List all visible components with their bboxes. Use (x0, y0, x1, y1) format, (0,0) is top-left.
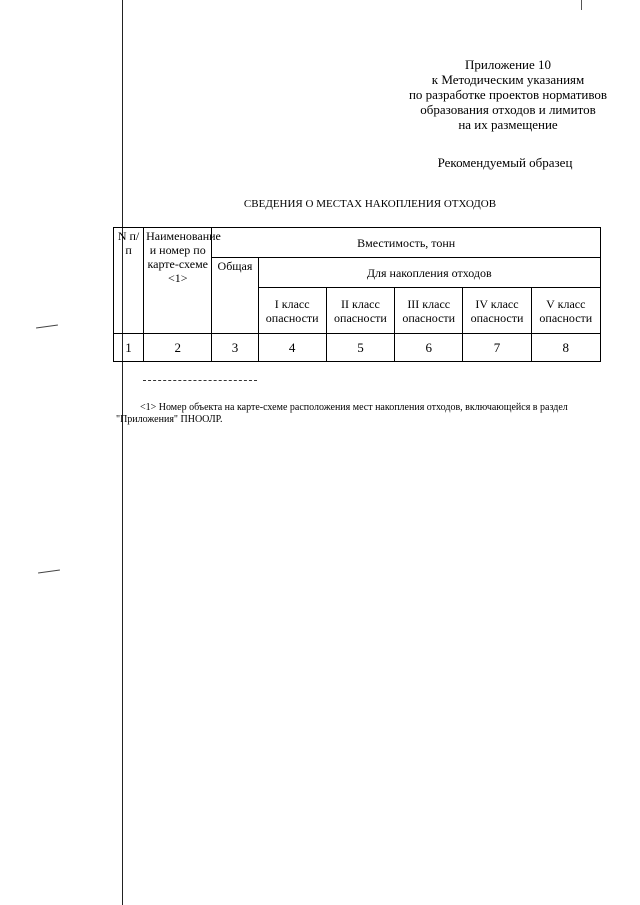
col-header-total: Общая (212, 258, 258, 334)
appendix-line: к Методическим указаниям (431, 72, 585, 87)
column-number: 2 (144, 334, 212, 362)
footnote-line: <1> Номер объекта на карте-схеме расположения мест накопления отходов, включающейся в раздел (140, 402, 568, 413)
scan-mark (36, 324, 58, 328)
binder-line (122, 0, 123, 905)
scan-mark (38, 569, 60, 573)
footnote-separator (143, 380, 257, 381)
col-header-n: N п/п (114, 228, 144, 334)
col-header-name: Наименование и номер по карте-схеме <1> (144, 228, 212, 334)
column-number: 6 (395, 334, 463, 362)
col-header-class-4: IV класс опасности (463, 288, 531, 334)
column-number: 1 (114, 334, 144, 362)
column-number: 8 (531, 334, 600, 362)
col-header-class-3: III класс опасности (395, 288, 463, 334)
col-header-class-1: I класс опасности (258, 288, 326, 334)
col-header-class-5: V класс опасности (531, 288, 600, 334)
col-header-class-2: II класс опасности (326, 288, 394, 334)
accumulation-table (113, 227, 601, 362)
corner-tick (581, 0, 582, 10)
footnote-line: "Приложения" ПНООЛР. (116, 414, 223, 425)
appendix-header (370, 57, 640, 132)
column-number: 7 (463, 334, 531, 362)
appendix-line: образования отходов и лимитов (420, 102, 596, 117)
col-header-accumulation: Для накопления отходов (258, 258, 600, 288)
column-number: 3 (212, 334, 258, 362)
sample-label: Рекомендуемый образец (437, 155, 573, 170)
appendix-line: Приложение 10 (464, 57, 552, 72)
document-title: СВЕДЕНИЯ О МЕСТАХ НАКОПЛЕНИЯ ОТХОДОВ (243, 198, 497, 210)
column-number: 5 (326, 334, 394, 362)
col-header-capacity: Вместимость, тонн (212, 228, 601, 258)
appendix-line: на их размещение (458, 117, 558, 132)
appendix-line: по разработке проектов нормативов (408, 87, 608, 102)
footnote (116, 402, 616, 426)
column-number: 4 (258, 334, 326, 362)
